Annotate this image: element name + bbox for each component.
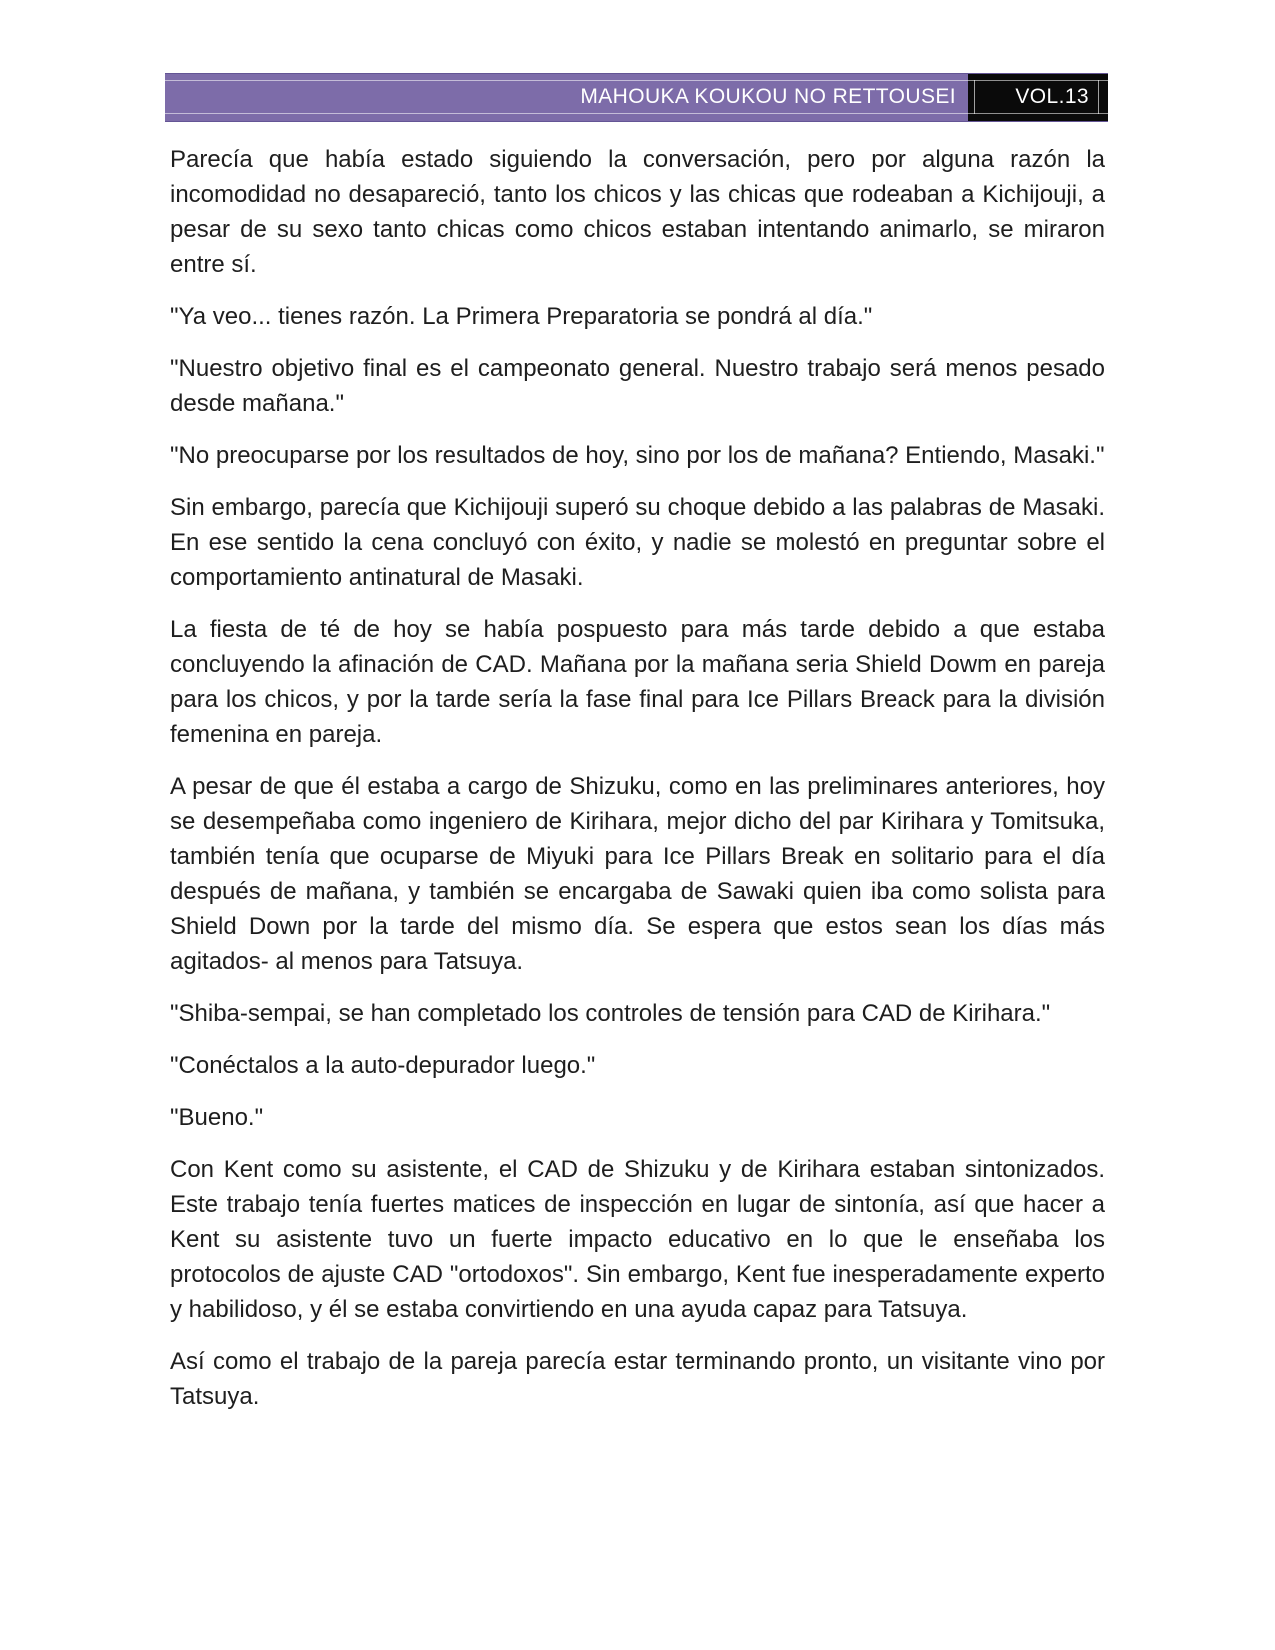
paragraph: "Nuestro objetivo final es el campeonato general. Nuestro trabajo será menos pesado desde mañana." [170,355,1105,417]
page-content [170,142,1105,1431]
paragraph: "Bueno." [170,1104,264,1131]
header-divider-bottom [165,113,1108,114]
paragraph: La fiesta de té de hoy se había pospuesto para más tarde debido a que estaba concluyendo la afinación de CAD. Mañana por la mañana seria Shield Dowm en pareja para los chicos, y por la tarde sería la fase final para Ice Pillars Breack para la división femenina en pareja. [170,616,1105,748]
paragraph: "No preocuparse por los resultados de hoy, sino por los de mañana? Entiendo, Masaki." [170,442,1105,469]
paragraph: Con Kent como su asistente, el CAD de Shizuku y de Kirihara estaban sintonizados. Este trabajo tenía fuertes matices de inspección en lugar de sintonía, así que hacer a Kent su asistente tuvo un fuerte impacto educativo en lo que le enseñaba los protocolos de ajuste CAD "ortodoxos". Sin embargo, Kent fue inesperadamente experto y habilidoso, y él se estaba convirtiendo en una ayuda capaz para Tatsuya. [170,1156,1105,1323]
paragraph: A pesar de que él estaba a cargo de Shizuku, como en las preliminares anteriores, hoy se desempeñaba como ingeniero de Kirihara, mejor dicho del par Kirihara y Tomitsuka, también tenía que ocuparse de Miyuki para Ice Pillars Break en solitario para el día después de mañana, y también se encargaba de Sawaki quien iba como solista para Shield Down por la tarde del mismo día. Se espera que estos sean los días más agitados- al menos para Tatsuya. [170,773,1105,975]
paragraph: Parecía que había estado siguiendo la conversación, pero por alguna razón la incomodidad no desapareció, tanto los chicos y las chicas que rodeaban a Kichijouji, a pesar de su sexo tanto chicas como chicos estaban intentando animarlo, se miraron entre sí. [170,146,1105,278]
paragraph: "Ya veo... tienes razón. La Primera Preparatoria se pondrá al día." [170,303,873,330]
paragraph: "Conéctalos a la auto-depurador luego." [170,1052,596,1079]
paragraph: Sin embargo, parecía que Kichijouji superó su choque debido a las palabras de Masaki. En ese sentido la cena concluyó con éxito, y nadie se molestó en preguntar sobre el comportamiento antinatural de Masaki. [170,494,1105,591]
volume-label: VOL.13 [974,80,1099,114]
book-title: MAHOUKA KOUKOU NO RETTOUSEI [580,85,956,108]
header-banner [165,73,1108,122]
header-top-edge [165,73,1108,74]
paragraph: "Shiba-sempai, se han completado los controles de tensión para CAD de Kirihara." [170,1000,1051,1027]
paragraph: Así como el trabajo de la pareja parecía estar terminando pronto, un visitante vino por Tatsuya. [170,1348,1105,1410]
header-bottom-edge [165,121,1108,122]
header-divider-top [165,80,1108,81]
